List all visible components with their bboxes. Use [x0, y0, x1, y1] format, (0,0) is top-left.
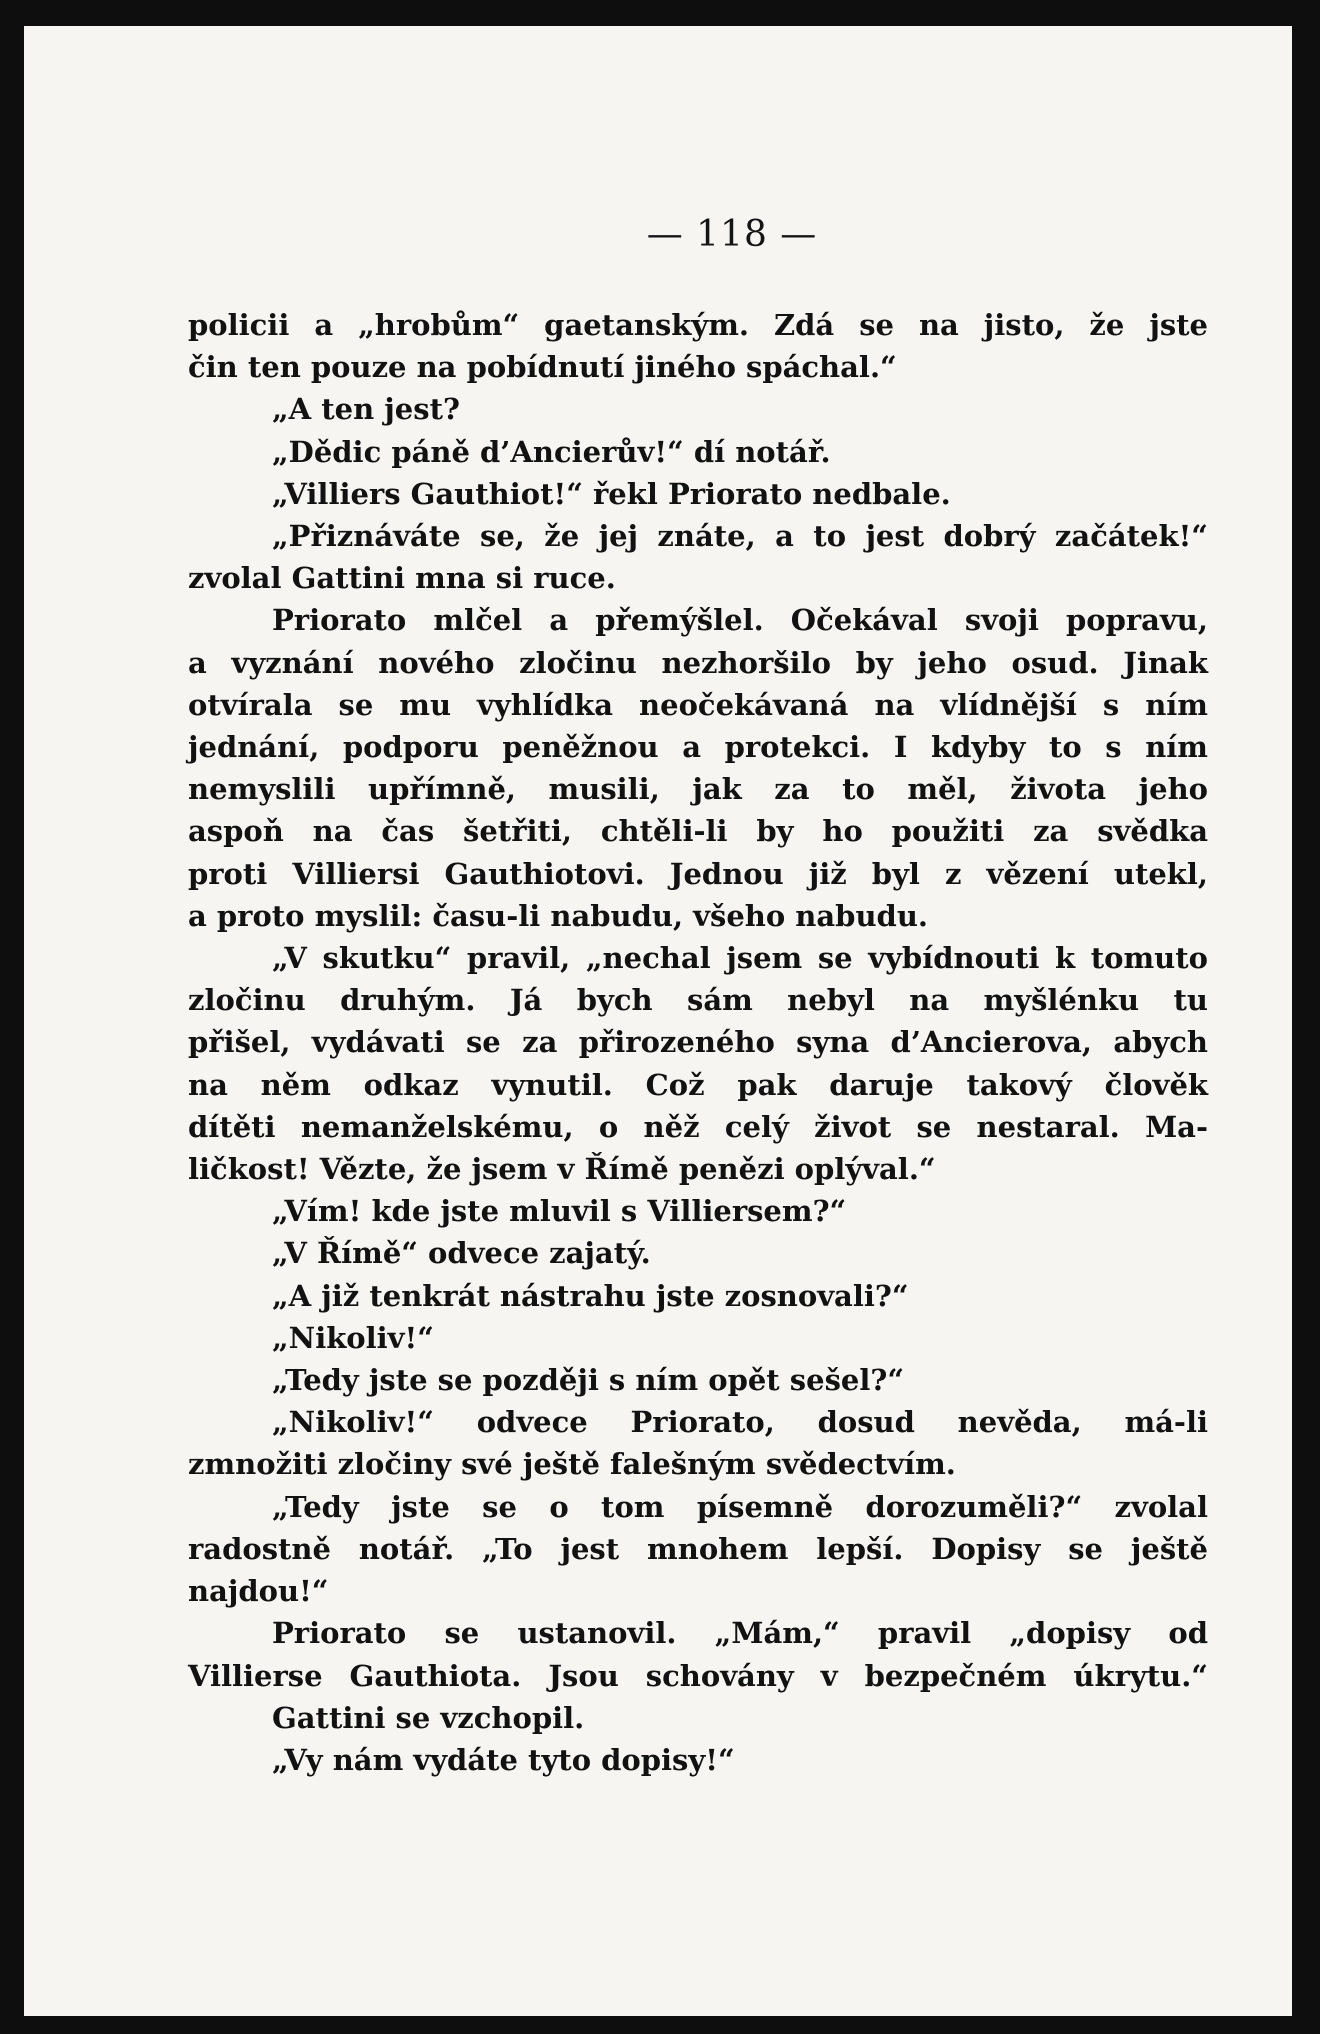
text-line: nemyslili upřímně, musili, jak za to měl, života jeho [188, 772, 1208, 807]
text-line: „A již tenkrát nástrahu jste zosnovali?“ [272, 1278, 909, 1313]
text-line: Gattini se vzchopil. [272, 1700, 585, 1735]
text-line: „Nikoliv!“ odvece Priorato, dosud nevěda, má-li [272, 1405, 1208, 1440]
text-line: Villierse Gauthiota. Jsou schovány v bezpečném úkrytu.“ [188, 1658, 1208, 1693]
body-text [188, 304, 1208, 1781]
text-line: „Tedy jste se později s ním opět sešel?“ [272, 1363, 905, 1398]
book-page [24, 26, 1292, 2016]
text-line: „Přiznáváte se, že jej znáte, a to jest dobrý začátek!“ [272, 519, 1208, 554]
text-line: zločinu druhým. Já bych sám nebyl na myšlénku tu [188, 983, 1208, 1018]
text-line: a vyznání nového zločinu nezhoršilo by jeho osud. Jinak [188, 645, 1208, 680]
text-line: na něm odkaz vynutil. Což pak daruje takový člověk [188, 1067, 1208, 1102]
text-line: „A ten jest? [272, 392, 460, 427]
text-line: zvolal Gattini mna si ruce. [188, 561, 616, 596]
text-line: „Tedy jste se o tom písemně dorozuměli?“ zvolal [272, 1489, 1208, 1524]
text-line: čin ten pouze na pobídnutí jiného spáchal.“ [188, 350, 897, 385]
text-line: policii a „hrobům“ gaetanským. Zdá se na jisto, že jste [188, 308, 1208, 342]
text-line: dítěti nemanželskému, o něž celý život se nestaral. Ma- [188, 1109, 1208, 1144]
text-line: Priorato se ustanovil. „Mám,“ pravil „dopisy od [272, 1616, 1208, 1651]
text-line: ličkost! Vězte, že jsem v Římě penězi oplýval.“ [188, 1152, 936, 1187]
text-line: „V skutku“ pravil, „nechal jsem se vybídnouti k tomuto [272, 941, 1208, 976]
text-line: „Dědic páně d’Ancierův!“ dí notář. [272, 434, 831, 469]
text-line: přišel, vydávati se za přirozeného syna d’Ancierova, abych [188, 1025, 1208, 1060]
text-line: „Nikoliv!“ [272, 1320, 434, 1355]
text-line: jednání, podporu peněžnou a protekci. I kdyby to s ním [188, 730, 1208, 765]
text-line: radostně notář. „To jest mnohem lepší. Dopisy se ještě [188, 1531, 1208, 1566]
text-line: najdou!“ [188, 1574, 329, 1609]
text-line: otvírala se mu vyhlídka neočekávaná na vlídnější s ním [188, 687, 1208, 722]
text-line: zmnožiti zločiny své ještě falešným svědectvím. [188, 1447, 956, 1482]
text-line: aspoň na čas šetřiti, chtěli-li by ho použiti za svědka [188, 814, 1208, 849]
text-line: „V Římě“ odvece zajatý. [272, 1236, 651, 1271]
page-number: — 118 — [646, 214, 818, 255]
text-line: „Vím! kde jste mluvil s Villiersem?“ [272, 1194, 847, 1229]
text-line: proti Villiersi Gauthiotovi. Jednou již byl z vězení utekl, [188, 856, 1208, 891]
text-line: a proto myslil: času-li nabudu, všeho nabudu. [188, 898, 928, 933]
text-line: „Villiers Gauthiot!“ řekl Priorato nedbale. [272, 476, 951, 511]
text-line: Priorato mlčel a přemýšlel. Očekával svoji popravu, [272, 603, 1208, 638]
text-line: „Vy nám vydáte tyto dopisy!“ [272, 1742, 735, 1777]
